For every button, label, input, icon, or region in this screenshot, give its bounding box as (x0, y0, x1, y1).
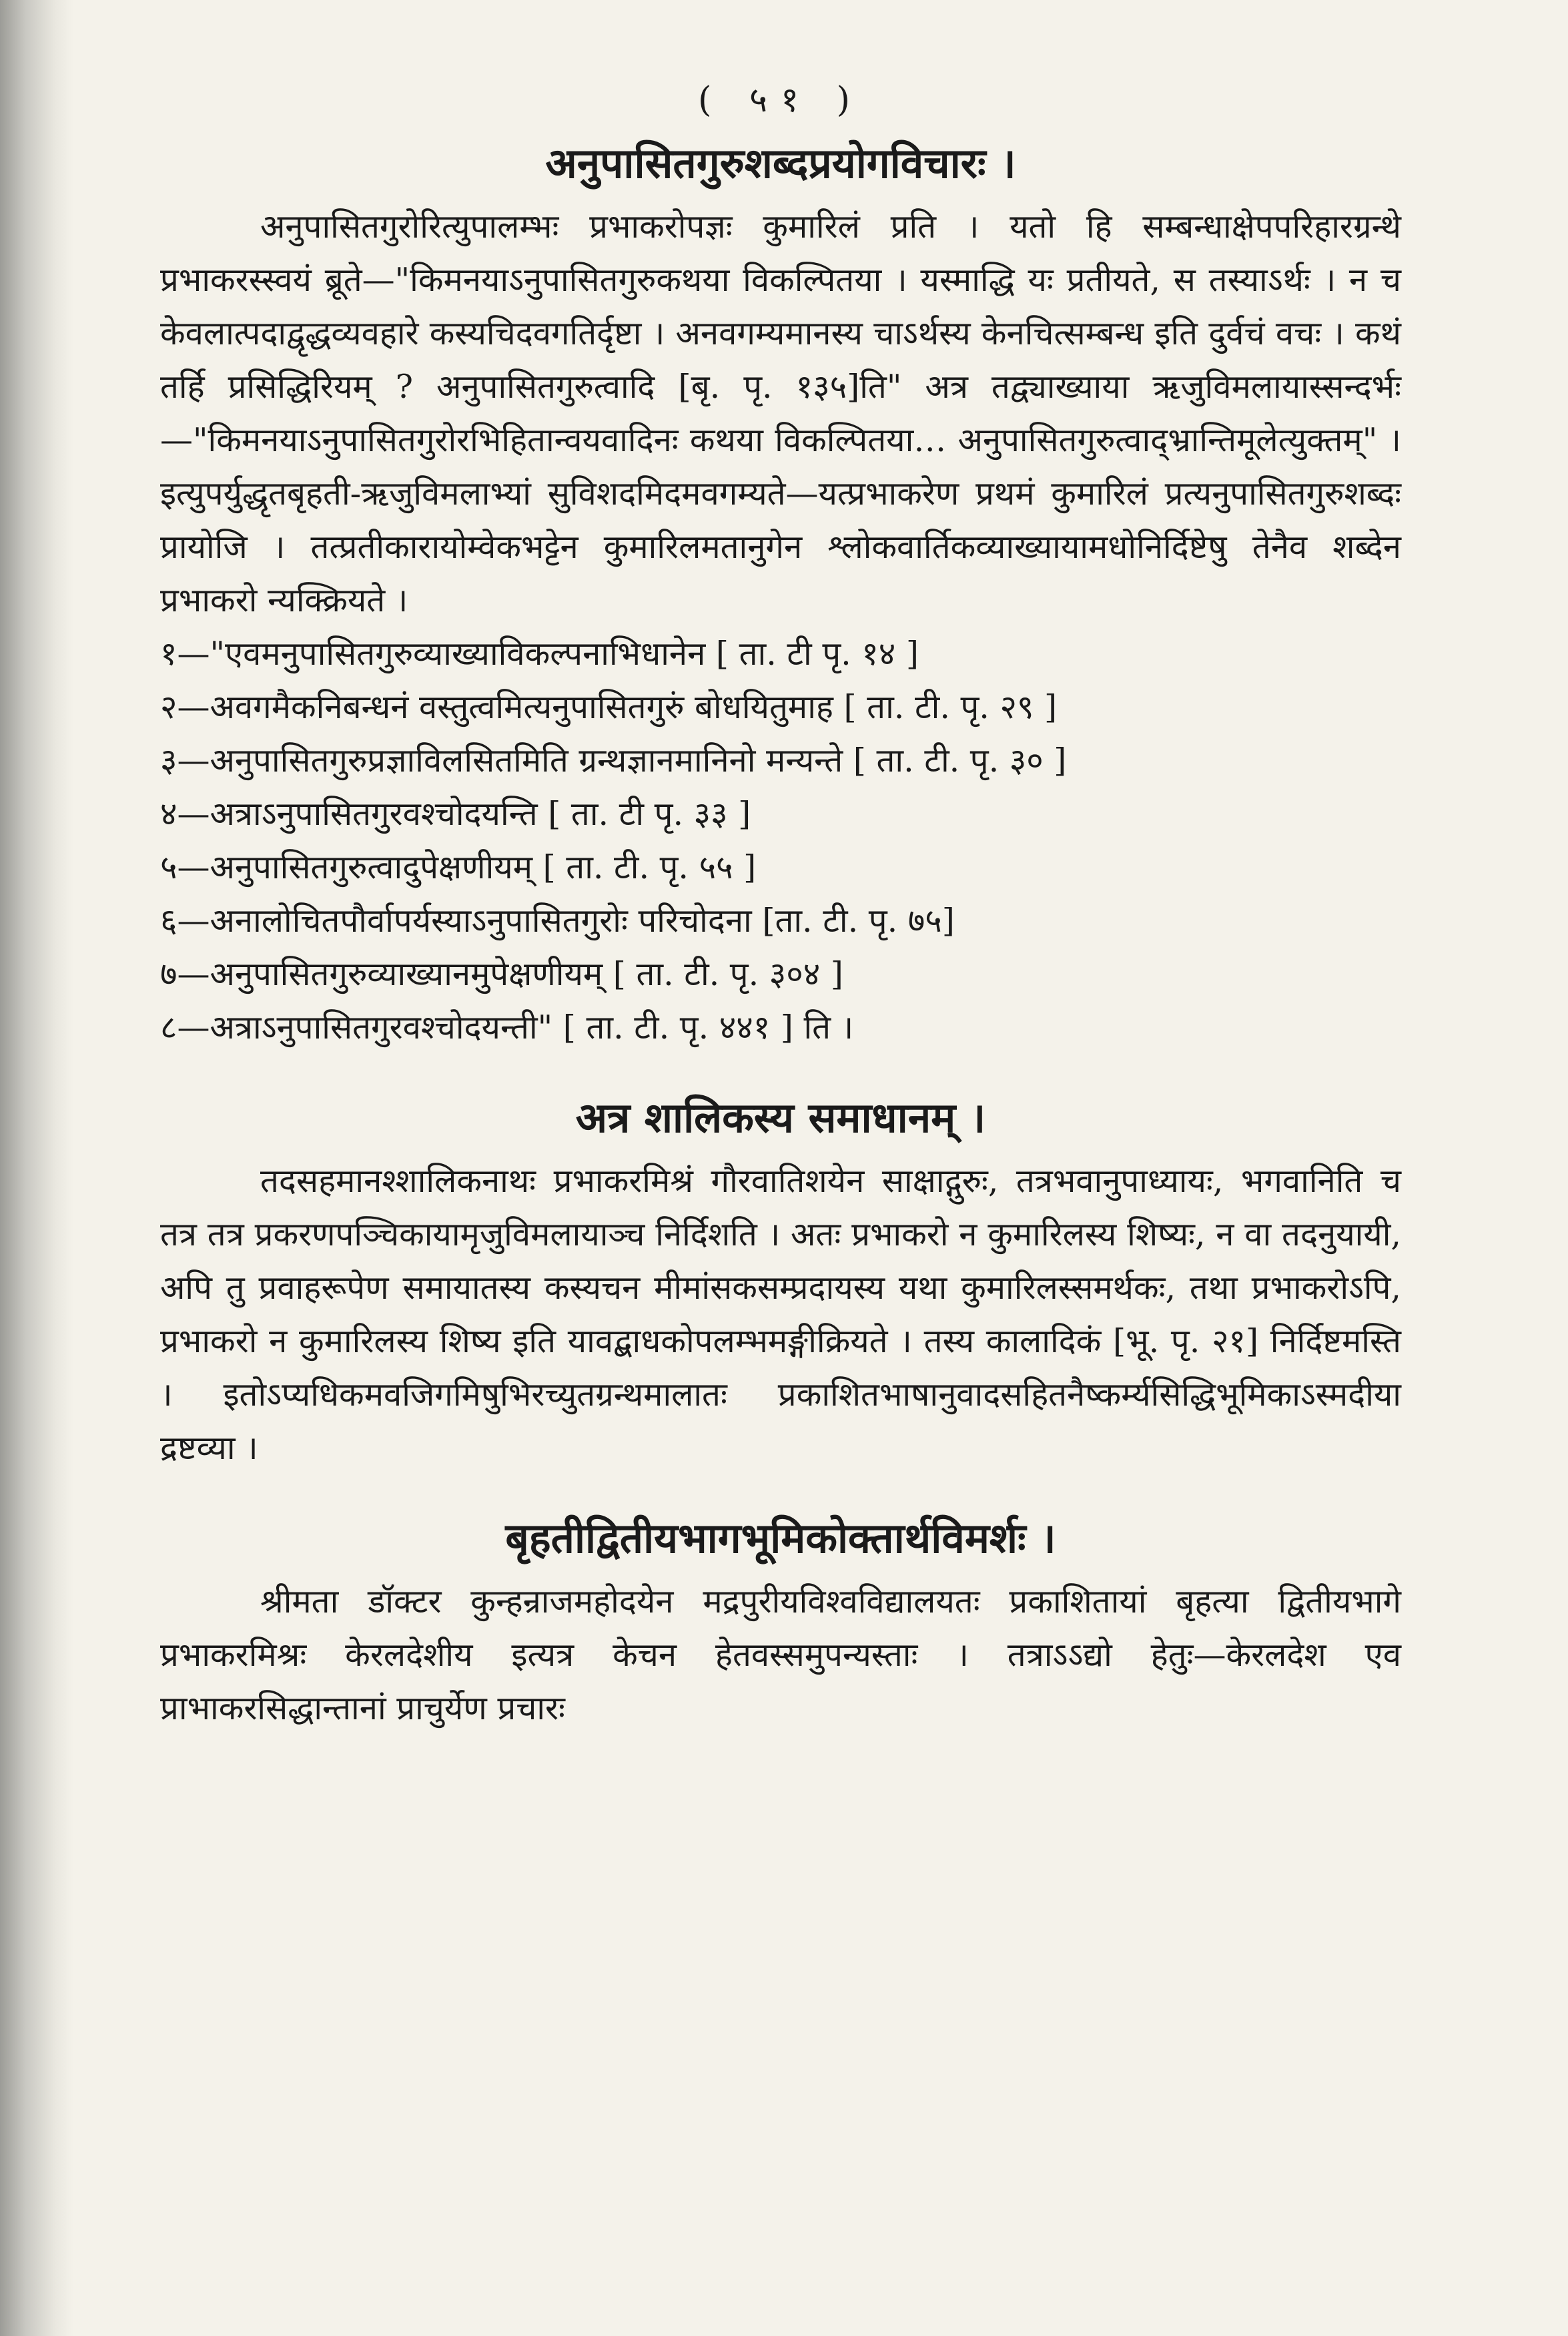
section-heading-1: अनुपासितगुरुशब्दप्रयोगविचारः । (545, 139, 1016, 188)
section-paragraph-3: श्रीमता डॉक्टर कुन्हन्राजमहोदयेन मद्रपुरीयविश्वविद्यालयतः प्रकाशितायां बृहत्या द्वितीयभागे प्रभाकरमिश्रः केरलदेशीय इत्यत्र केचन हेतवस्समुपन्यस्ताः । तत्राऽऽद्यो हेतुः—केरलदेश एव प्राभाकरसिद्धान्तानां प्राचुर्येण प्रचारः (160, 1582, 1401, 1727)
book-page (160, 73, 1401, 1735)
section-heading-2: अत्र शालिकस्य समाधानम् । (575, 1093, 986, 1142)
section-paragraph-2: तदसहमानश्शालिकनाथः प्रभाकरमिश्रं गौरवातिशयेन साक्षाद्गुरुः, तत्रभवानुपाध्यायः, भगवानिति च तत्र तत्र प्रकरणपञ्चिकायामृजुविमलायाञ्च निर्दिशति । अतः प्रभाकरो न कुमारिलस्य शिष्यः, न वा तदनुयायी, अपि तु प्रवाहरूपेण समायातस्य कस्यचन मीमांसकसम्प्रदायस्य यथा कुमारिलस्समर्थकः, तथा प्रभाकरोऽपि, प्रभाकरो न कुमारिलस्य शिष्य इति यावद्बाधकोपलम्भमङ्गीक्रियते । तस्य कालादिकं [भू. पृ. २१] निर्दिष्टमस्ति । इतोऽप्यधिकमवजिगमिषुभिरच्युतग्रन्थमालातः प्रकाशितभाषानुवादसहितनैष्कर्म्यसिद्धिभूमिकाऽस्मदीया द्रष्टव्या । (160, 1162, 1401, 1467)
scan-edge-shadow (0, 0, 73, 2336)
page-number: ( ५१ ) (698, 80, 863, 120)
reference-item: २—अवगमैकनिबन्धनं वस्तुत्वमित्यनुपासितगुरुं बोधयितुमाह [ ता. टी. पृ. २९ ] (160, 688, 1058, 726)
reference-item: ४—अत्राऽनुपासितगुरवश्चोदयन्ति [ ता. टी पृ. ३३ ] (160, 795, 751, 833)
reference-item: ३—अनुपासितगुरुप्रज्ञाविलसितमिति ग्रन्थज्ञानमानिनो मन्यन्ते [ ता. टी. पृ. ३० ] (160, 742, 1067, 780)
reference-item: ८—अत्राऽनुपासितगुरवश्चोदयन्ती" [ ता. टी. पृ. ४४१ ] ति । (160, 1008, 854, 1047)
reference-item: ६—अनालोचितपौर्वापर्यस्याऽनुपासितगुरोः परिचोदना [ता. टी. पृ. ७५] (160, 902, 955, 940)
reference-item: ५—अनुपासितगुरुत्वादुपेक्षणीयम् [ ता. टी. पृ. ५५ ] (160, 848, 757, 886)
reference-item: १—"एवमनुपासितगुरुव्याख्याविकल्पनाभिधानेन [ ता. टी पृ. १४ ] (160, 635, 919, 673)
section-heading-3: बृहतीद्वितीयभागभूमिकोक्तार्थविमर्शः । (505, 1514, 1056, 1562)
section-paragraph-1: अनुपासितगुरोरित्युपालम्भः प्रभाकरोपज्ञः कुमारिलं प्रति । यतो हि सम्बन्धाक्षेपपरिहारग्रन्थे प्रभाकरस्स्वयं ब्रूते—"किमनयाऽनुपासितगुरुकथया विकल्पितया । यस्माद्धि यः प्रतीयते, स तस्याऽर्थः । न च केवलात्पदाद्वृद्धव्यवहारे कस्यचिदवगतिर्दृष्टा । अनवगम्यमानस्य चाऽर्थस्य केनचित्सम्बन्ध इति दुर्वचं वचः । कथं तर्हि प्रसिद्धिरियम् ? अनुपासितगुरुत्वादि [बृ. पृ. १३५]ति" अत्र तद्व्याख्याया ऋजुविमलायास्सन्दर्भः—"किमनयाऽनुपासितगुरोरभिहितान्वयवादिनः कथया विकल्पितया… अनुपासितगुरुत्वाद्भ्रान्तिमूलेत्युक्तम्" । इत्युपर्युद्धृतबृहती-ऋजुविमलाभ्यां सुविशदमिदमवगम्यते—यत्प्रभाकरेण प्रथमं कुमारिलं प्रत्यनुपासितगुरुशब्दः प्रायोजि । तत्प्रतीकारायोम्वेकभट्टेन कुमारिलमतानुगेन श्लोकवार्तिकव्याख्यायामधोनिर्दिष्टेषु तेनैव शब्देन प्रभाकरो न्यक्क्रियते । (160, 208, 1401, 619)
reference-list (160, 627, 1401, 1055)
reference-item: ७—अनुपासितगुरुव्याख्यानमुपेक्षणीयम् [ ता. टी. पृ. ३०४ ] (160, 955, 843, 993)
